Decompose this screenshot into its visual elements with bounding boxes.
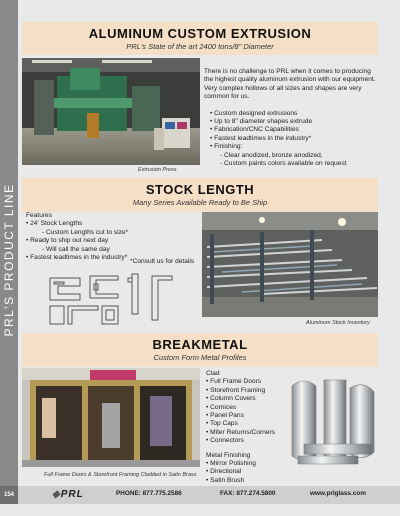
extrusion-profile-drawings [40, 270, 190, 328]
fax-text: FAX: 877.274.5800 [220, 490, 276, 497]
clad-list [206, 378, 296, 445]
list-item: • Miter Returns/Corners [206, 428, 275, 436]
breakmetal-photo-caption: Full Frame Doors & Storefront Framing Cladded in Satin Brass [44, 472, 197, 478]
breakmetal-profiles-photo [284, 372, 378, 472]
list-item: • Finishing: [210, 143, 243, 151]
extrusion-photo-caption: Extrusion Press [138, 167, 177, 173]
finishing-label: Metal Finishing [206, 451, 251, 459]
list-item: - Custom paints colors available on request [220, 160, 347, 168]
storefront-photo [22, 368, 200, 467]
list-item: • Top Caps [206, 420, 238, 428]
list-item: • Satin Brush [206, 476, 245, 484]
list-item: • Mirror Polishing [206, 460, 256, 468]
page-number: 154 [0, 486, 18, 504]
extrusion-press-photo [22, 58, 200, 165]
list-item: • Connectors [206, 437, 244, 445]
stock-banner [22, 178, 378, 212]
logo-text: PRL [60, 489, 84, 500]
list-item: • 24' Stock Lengths [26, 220, 83, 228]
page-footer [0, 486, 400, 504]
aluminum-stock-photo [202, 212, 378, 317]
list-item: • Directional [206, 468, 242, 476]
clad-label: Clad [206, 370, 220, 377]
stock-note: *Consult us for details [130, 258, 195, 265]
extrusion-intro: There is no challenge to PRL when it comes to producing the highest quality aluminum extrusion with our equipment. Very complex hollows of all sizes and shapes are very common for us. [204, 68, 376, 101]
extrusion-title: ALUMINUM CUSTOM EXTRUSION [88, 26, 312, 41]
list-item: • Fabrication/CNC Capabilities [210, 126, 299, 134]
list-item: • Panel Pans [206, 412, 244, 420]
list-item: • Fastest leadtimes in the industry* [26, 254, 128, 262]
stock-title: STOCK LENGTH [145, 182, 255, 197]
side-label: PRL'S PRODUCT LINE [2, 183, 16, 337]
list-item: • Full Frame Doors [206, 378, 262, 386]
stock-photo-caption: Aluminum Stock Inventory [306, 320, 370, 326]
breakmetal-subtitle: Custom Form Metal Profiles [153, 353, 247, 362]
breakmetal-text [206, 370, 296, 485]
finishing-list [206, 460, 296, 485]
stock-text [26, 212, 196, 262]
list-item: • Column Covers [206, 395, 256, 403]
stock-features-label: Features [26, 212, 53, 219]
breakmetal-banner [22, 333, 378, 367]
extrusion-subtitle: PRL's State of the art 2400 tons/8" Diameter [126, 42, 274, 51]
extrusion-bullets [204, 110, 378, 169]
website-link[interactable]: www.prlglass.com [310, 490, 366, 497]
extrusion-text [204, 68, 378, 168]
list-item: - Custom Lengths cut to size* [42, 228, 129, 236]
list-item: • Custom designed extrusions [210, 109, 298, 117]
list-item: • Storefront Framing [206, 386, 266, 394]
phone-text: PHONE: 877.775.2586 [116, 490, 182, 497]
list-item: - Will call the same day [42, 245, 110, 253]
list-item: • Up to 8" diameter shapes extrude [210, 118, 313, 126]
list-item: • Ready to ship out next day [26, 237, 109, 245]
list-item: • Fastest leadtimes in the industry* [210, 134, 312, 142]
list-item: - Clear anodized, bronze anodized, [220, 151, 323, 159]
stock-bullets [26, 220, 196, 262]
prl-logo: ◆PRL [52, 489, 84, 500]
breakmetal-title: BREAKMETAL [152, 337, 248, 352]
stock-subtitle: Many Series Available Ready to Be Ship [132, 198, 268, 207]
list-item: • Cornices [206, 403, 237, 411]
extrusion-banner [22, 22, 378, 55]
